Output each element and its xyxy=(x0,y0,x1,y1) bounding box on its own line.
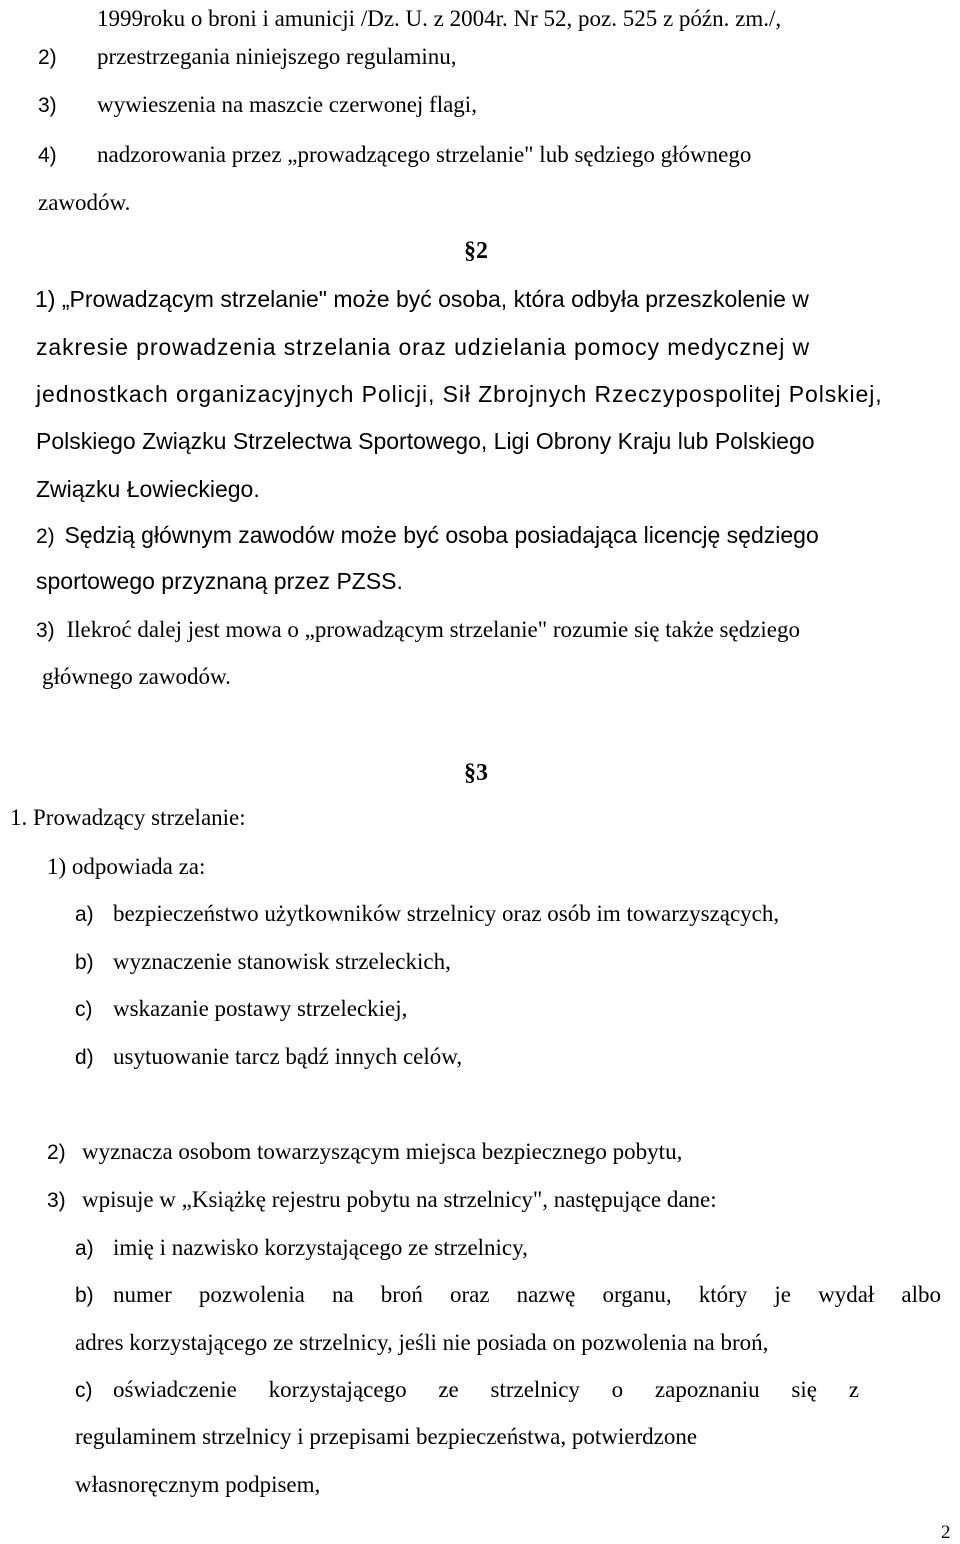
item-continuation: regulaminem strzelnicy i przepisami bezpieczeństwa, potwierdzone xyxy=(75,1424,698,1449)
item-letter: b) xyxy=(75,951,94,974)
item-letter: b) xyxy=(75,1284,94,1307)
page-number: 2 xyxy=(941,1522,951,1543)
paragraph-line: jednostkach organizacyjnych Policji, Sił Zbrojnych Rzeczypospolitej Polskiej, xyxy=(36,381,883,407)
paragraph-line: głównego zawodów. xyxy=(42,664,231,689)
word: zapoznaniu xyxy=(654,1377,760,1402)
word: wydał xyxy=(818,1282,875,1307)
word: się xyxy=(791,1377,817,1402)
item-text: Sędzią głównym zawodów może być osoba posiadająca licencję sędziego xyxy=(64,522,819,548)
word: który xyxy=(698,1282,748,1307)
word: oświadczenie xyxy=(113,1377,237,1402)
item-text: wpisuje w „Książkę rejestru pobytu na strzelnicy", następujące dane: xyxy=(82,1187,717,1212)
word: z xyxy=(848,1377,859,1402)
section-number: 3 xyxy=(476,760,488,786)
item-number: 2) xyxy=(36,525,55,548)
list-item xyxy=(38,140,752,171)
item-letter: d) xyxy=(75,1046,94,1069)
word: pozwolenia xyxy=(198,1282,305,1307)
word: numer xyxy=(113,1282,172,1307)
word: strzelnicy xyxy=(490,1377,580,1402)
paragraph-line: 1) „Prowadzącym strzelanie" może być osoba, która odbyła przeszkolenie w xyxy=(35,286,809,312)
item-text: Ilekroć dalej jest mowa o „prowadzącym strzelanie" rozumie się także sędziego xyxy=(66,617,801,642)
line-continuation: 1999roku o broni i amunicji /Dz. U. z 2004r. Nr 52, poz. 525 z późn. zm./, xyxy=(97,6,782,31)
paragraph-line xyxy=(36,615,800,646)
item-number: 4) xyxy=(38,144,57,167)
word: je xyxy=(774,1282,791,1307)
paragraph-line: zakresie prowadzenia strzelania oraz udzielania pomocy medycznej w xyxy=(36,334,811,360)
word: broń xyxy=(380,1282,423,1307)
item-text: imię i nazwisko korzystającego ze strzelnicy, xyxy=(113,1235,528,1260)
item-text: wyznacza osobom towarzyszącym miejsca bezpiecznego pobytu, xyxy=(82,1139,683,1164)
item-letter: c) xyxy=(75,1379,93,1402)
list-item xyxy=(75,1280,941,1311)
item-text-justified xyxy=(113,1280,941,1310)
item-text: wskazanie postawy strzeleckiej, xyxy=(113,996,408,1021)
section-intro: 1. Prowadzący strzelanie: xyxy=(10,805,246,830)
sub-item xyxy=(47,1137,683,1168)
section-sign: § xyxy=(464,238,476,264)
list-item xyxy=(75,899,780,930)
list-item xyxy=(75,1233,528,1264)
item-continuation: zawodów. xyxy=(38,190,131,215)
item-letter: c) xyxy=(75,998,93,1021)
item-text: wywieszenia na maszcie czerwonej flagi, xyxy=(97,92,477,117)
list-item xyxy=(38,42,457,73)
word: organu, xyxy=(602,1282,672,1307)
list-item xyxy=(75,1375,859,1406)
item-text: usytuowanie tarcz bądź innych celów, xyxy=(113,1044,463,1069)
paragraph-line: Związku Łowieckiego. xyxy=(36,476,260,502)
item-number: 3) xyxy=(47,1189,66,1212)
paragraph-line: Polskiego Związku Strzelectwa Sportowego, Ligi Obrony Kraju lub Polskiego xyxy=(36,428,815,454)
item-letter: a) xyxy=(75,1237,94,1260)
item-text: wyznaczenie stanowisk strzeleckich, xyxy=(113,949,451,974)
word: nazwę xyxy=(516,1282,576,1307)
section-number: 2 xyxy=(476,238,488,264)
section-heading xyxy=(464,758,488,788)
list-item xyxy=(38,90,477,121)
word: albo xyxy=(901,1282,941,1307)
item-continuation: adres korzystającego ze strzelnicy, jeśli nie posiada on pozwolenia na broń, xyxy=(75,1330,769,1355)
item-text: przestrzegania niniejszego regulaminu, xyxy=(97,44,457,69)
item-number: 2) xyxy=(38,46,57,69)
item-text-justified xyxy=(113,1375,859,1405)
item-number: 3) xyxy=(36,619,55,642)
word: o xyxy=(611,1377,624,1402)
paragraph-line xyxy=(36,520,819,552)
word: korzystającego xyxy=(268,1377,407,1402)
item-number: 2) xyxy=(47,1141,66,1164)
word: na xyxy=(331,1282,354,1307)
list-item xyxy=(75,947,451,978)
list-item xyxy=(75,1042,463,1073)
list-item xyxy=(75,994,408,1025)
item-text: bezpieczeństwo użytkowników strzelnicy oraz osób im towarzyszących, xyxy=(113,901,780,926)
item-number: 3) xyxy=(38,94,57,117)
sub-item xyxy=(47,1185,717,1216)
section-sign: § xyxy=(464,760,476,786)
paragraph-line: sportowego przyznaną przez PZSS. xyxy=(36,568,403,594)
word: ze xyxy=(438,1377,459,1402)
word: oraz xyxy=(449,1282,490,1307)
section-heading xyxy=(464,236,488,266)
item-text: nadzorowania przez „prowadzącego strzelanie" lub sędziego głównego xyxy=(97,142,752,167)
sub-item: 1) odpowiada za: xyxy=(47,854,206,879)
item-letter: a) xyxy=(75,903,94,926)
item-continuation: własnoręcznym podpisem, xyxy=(75,1472,321,1497)
